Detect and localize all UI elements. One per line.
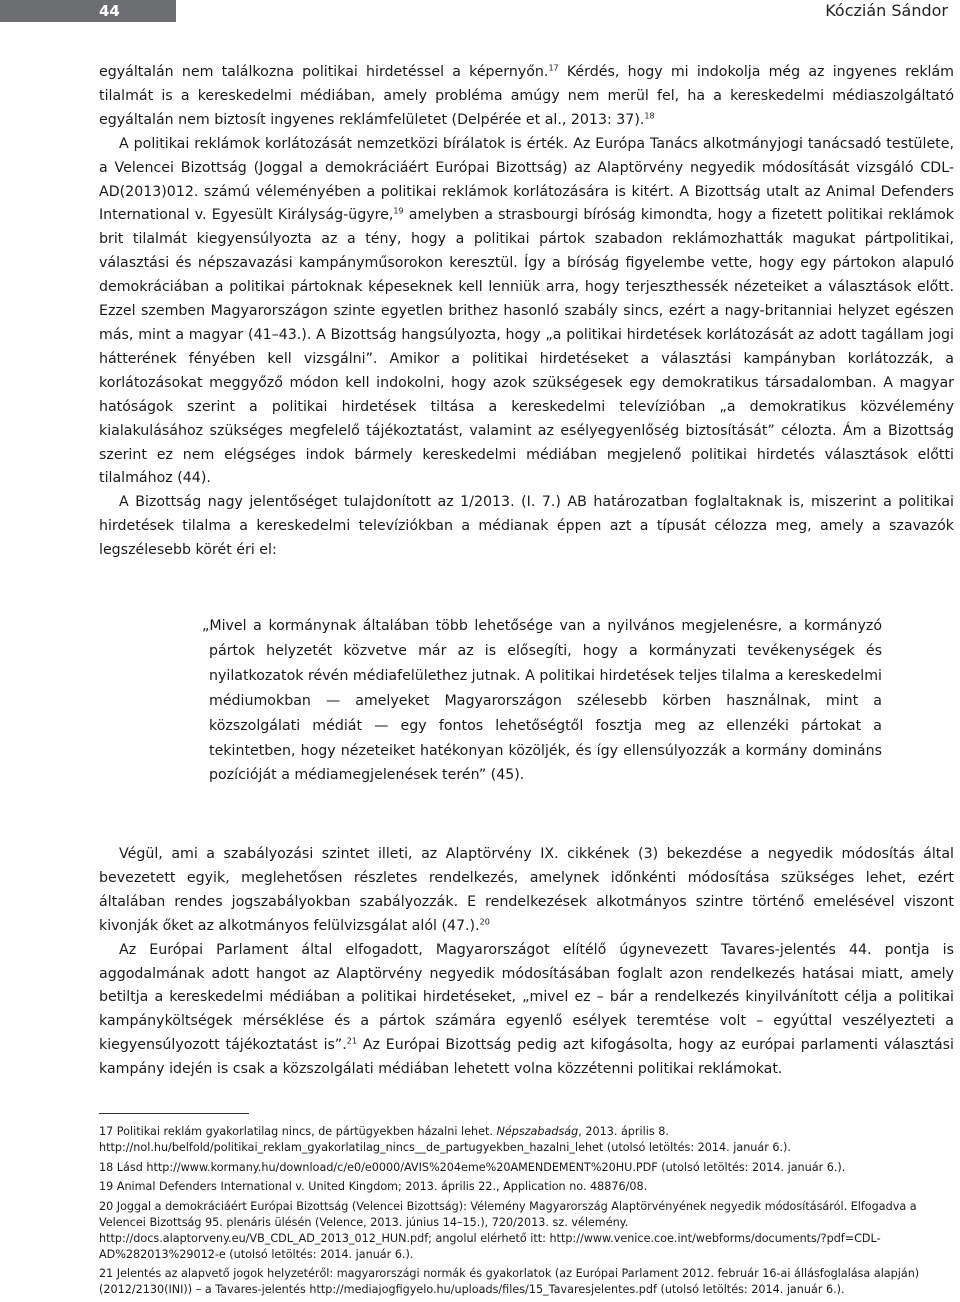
footnote-ref-17[interactable]: 17 bbox=[548, 63, 559, 73]
footnote-18: 18 Lásd http://www.kormany.hu/download/c/e0/e0000/AVIS%204eme%20AMENDEMENT%20HU.PDF (utolsó letöltés: 2014. január 6.). bbox=[99, 1160, 846, 1174]
page-number: 44 bbox=[0, 0, 176, 22]
footnote-20: 20 Joggal a demokráciáért Európai Bizottság (Velencei Bizottság): Vélemény Magyarország Alaptörvényének negyedik módosításáról. Elfogadva a Velencei Bizottság 95. plenáris ülésén (Velence, 2013. június 14–15.), 720/2013. sz. vélemény. http://docs.alaptorveny.eu/VB_CDL_AD_2013_012_HUN.pdf; angolul elérhető itt: http://www.venice.coe.int/webforms/documents/?pdf=CDL-AD%282013%29012-e (utolsó letöltés: 2014. január 6.). bbox=[99, 1200, 917, 1261]
footnote-ref-18[interactable]: 18 bbox=[644, 111, 655, 121]
quote-text: „Mivel a kormánynak általában több lehetősége van a nyilvános megjelenésre, a kormányzó pártok helyzetét közvetve már az is elősegíti, hogy a kormányzati tevékenységek és nyilatkozatok révén médiafelülethez jutnak. A politikai hirdetések teljes tilalma a kereskedelmi médiumokban — amelyeket Magyarországon szélesebb körben használnak, mint a közszolgálati médiát — egy fontos lehetőségtől fosztja meg az ellenzéki pártokat a tekintetben, hogy nézeteiket hatékonyan közöljék, és így ellensúlyozzák a kormány domináns pozícióját a médiamegjelenések terén” (45). bbox=[202, 618, 882, 784]
footnotes bbox=[99, 1124, 957, 1302]
footnote-17: 17 Politikai reklám gyakorlatilag nincs, de pártügyekben házalni lehet. Népszabadság, 2013. április 8. http://nol.hu/belfold/politikai_reklam_gyakorlatilag_nincs__de_partugyekben_hazalni_lehet (utolsó letöltés: 2014. január 6.). bbox=[99, 1125, 791, 1154]
paragraph: egyáltalán nem találkozna politikai hirdetéssel a képernyőn.$^{17}$ Kérdés, hogy mi indokolja még az ingyenes reklám tilalmát is a kereskedelmi médiában, amely probléma amúgy nem merül fel, ha a kereskedelmi médiaszolgáltató egyáltalán nem biztosít ingyenes reklámfelületet (Delpérée et al., 2013: 37).$^{18}$ bbox=[99, 63, 954, 128]
running-header-author: Kóczián Sándor bbox=[825, 1, 948, 20]
footnote-21: 21 Jelentés az alapvető jogok helyzetéről: magyarországi normák és gyakorlatok (az Európai Parlament 2012. február 16-ai állásfoglalása alapján) (2012/2130(INI)) – a Tavares-jelentés http://mediajogfigyelo.hu/uploads/files/15_Tavaresjelentes.pdf (utolsó letöltés: 2014. január 6.). bbox=[99, 1267, 920, 1297]
paragraph: Az Európai Parlament által elfogadott, Magyarországot elítélő úgynevezett Tavares-jelentés 44. pontja is aggodalmának adott hangot az Alaptörvény negyedik módosításában foglalt azon rendelkezés hatásai miatt, amely betiltja a kereskedelmi médiában a politikai hirdetéseket, „mivel ez – bár a rendelkezés kinyilvánított célja a politikai kampányköltségek mérséklése és a pártok számára egyenlő esélyek teremtése volt – egyúttal veszélyezteti a kiegyensúlyozott tájékoztatást is”.$^{21}$ Az Európai Bizottság pedig azt kifogásolta, hogy az európai parlamenti választási kampány idején is csak a közszolgálati médiában lehetett volna közzétenni politikai reklámokat. bbox=[99, 941, 954, 1078]
footnote-19: 19 Animal Defenders International v. United Kingdom; 2013. április 22., Application no. 48876/08. bbox=[99, 1180, 648, 1194]
footnote-ref-21[interactable]: 21 bbox=[346, 1036, 357, 1046]
paragraph: Végül, ami a szabályozási szintet illeti, az Alaptörvény IX. cikkének (3) bekezdése a negyedik módosítás által bevezetett egyik, meglehetősen részletes rendelkezés, amelynek időnkénti módosítása szükséges lehet, ezért általában rendes jogszabályokban szabályozzák. E rendelkezések alkotmányos szintre történő emelésével viszont kivonják őket az alkotmányos felülvizsgálat alól (47.).$^{20}$ bbox=[99, 846, 954, 934]
paragraph: A politikai reklámok korlátozását nemzetközi bírálatok is érték. Az Európa Tanács alkotmányjogi tanácsadó testülete, a Velencei Bizottság (Joggal a demokráciáért Európai Bizottság) az Alaptörvény negyedik módosítását vizsgáló CDL-AD(2013)012. számú véleményében a politikai reklámok korlátozására is kitért. A Bizottság utalt az Animal Defenders International v. Egyesült Királyság-ügyre,$^{19}$ amelyben a strasbourgi bíróság kimondta, hogy a fizetett politikai reklámok brit tilalmát kiegyensúlyozta az a tény, hogy a politikai pártok szabadon reklámozhatták magukat pártpolitikai, választási és népszavazási kampányműsorokon keresztül. Így a bíróság figyelembe vette, hogy egy pártokon alapuló demokráciában a politikai pártoknak képeseknek kell lenniük arra, hogy terjeszthessék nézeteiket a választások előtt. Ezzel szemben Magyarországon szinte egyetlen brithez hasonló szabály sincs, ezért a nagy-britanniai helyzet egészen más, mint a magyar (41–43.). A Bizottság hangsúlyozta, hogy „a politikai hirdetések korlátozását az adott tagállam jogi hátterének fényében kell vizsgálni”. Amikor a politikai hirdetéseket a választási kampányban korlátozzák, a korlátozásokat meggyőző módon kell indokolni, hogy azok szükségesek egy demokratikus társadalomban. A magyar hatóságok szerint a politikai hirdetések tiltása a kereskedelmi televízióban „a demokratikus közvélemény kialakulásához szükséges megfelelő tájékoztatást, valamint az esélyegyenlőség biztosítását” célozta. Ám a Bizottság szerint ez nem elégséges indok bármely kereskedelmi médiában megjelenő politikai hirdetés választások előtti tilalmához (44). bbox=[99, 135, 955, 487]
footnote-ref-19[interactable]: 19 bbox=[393, 206, 404, 216]
body-text-block-2 bbox=[99, 843, 954, 1082]
page-header bbox=[0, 0, 960, 24]
footnote-divider bbox=[99, 1113, 249, 1114]
paragraph: A Bizottság nagy jelentőséget tulajdonított az 1/2013. (I. 7.) AB határozatban foglaltaknak is, miszerint a politikai hirdetések tilalma a kereskedelmi televíziókban a médianak éppen azt a típusát célozza meg, amely a szavazók legszélesebb körét éri el: bbox=[99, 494, 954, 559]
body-text-block-1 bbox=[99, 61, 954, 563]
footnote-ref-20[interactable]: 20 bbox=[479, 916, 490, 926]
block-quote bbox=[200, 614, 882, 788]
